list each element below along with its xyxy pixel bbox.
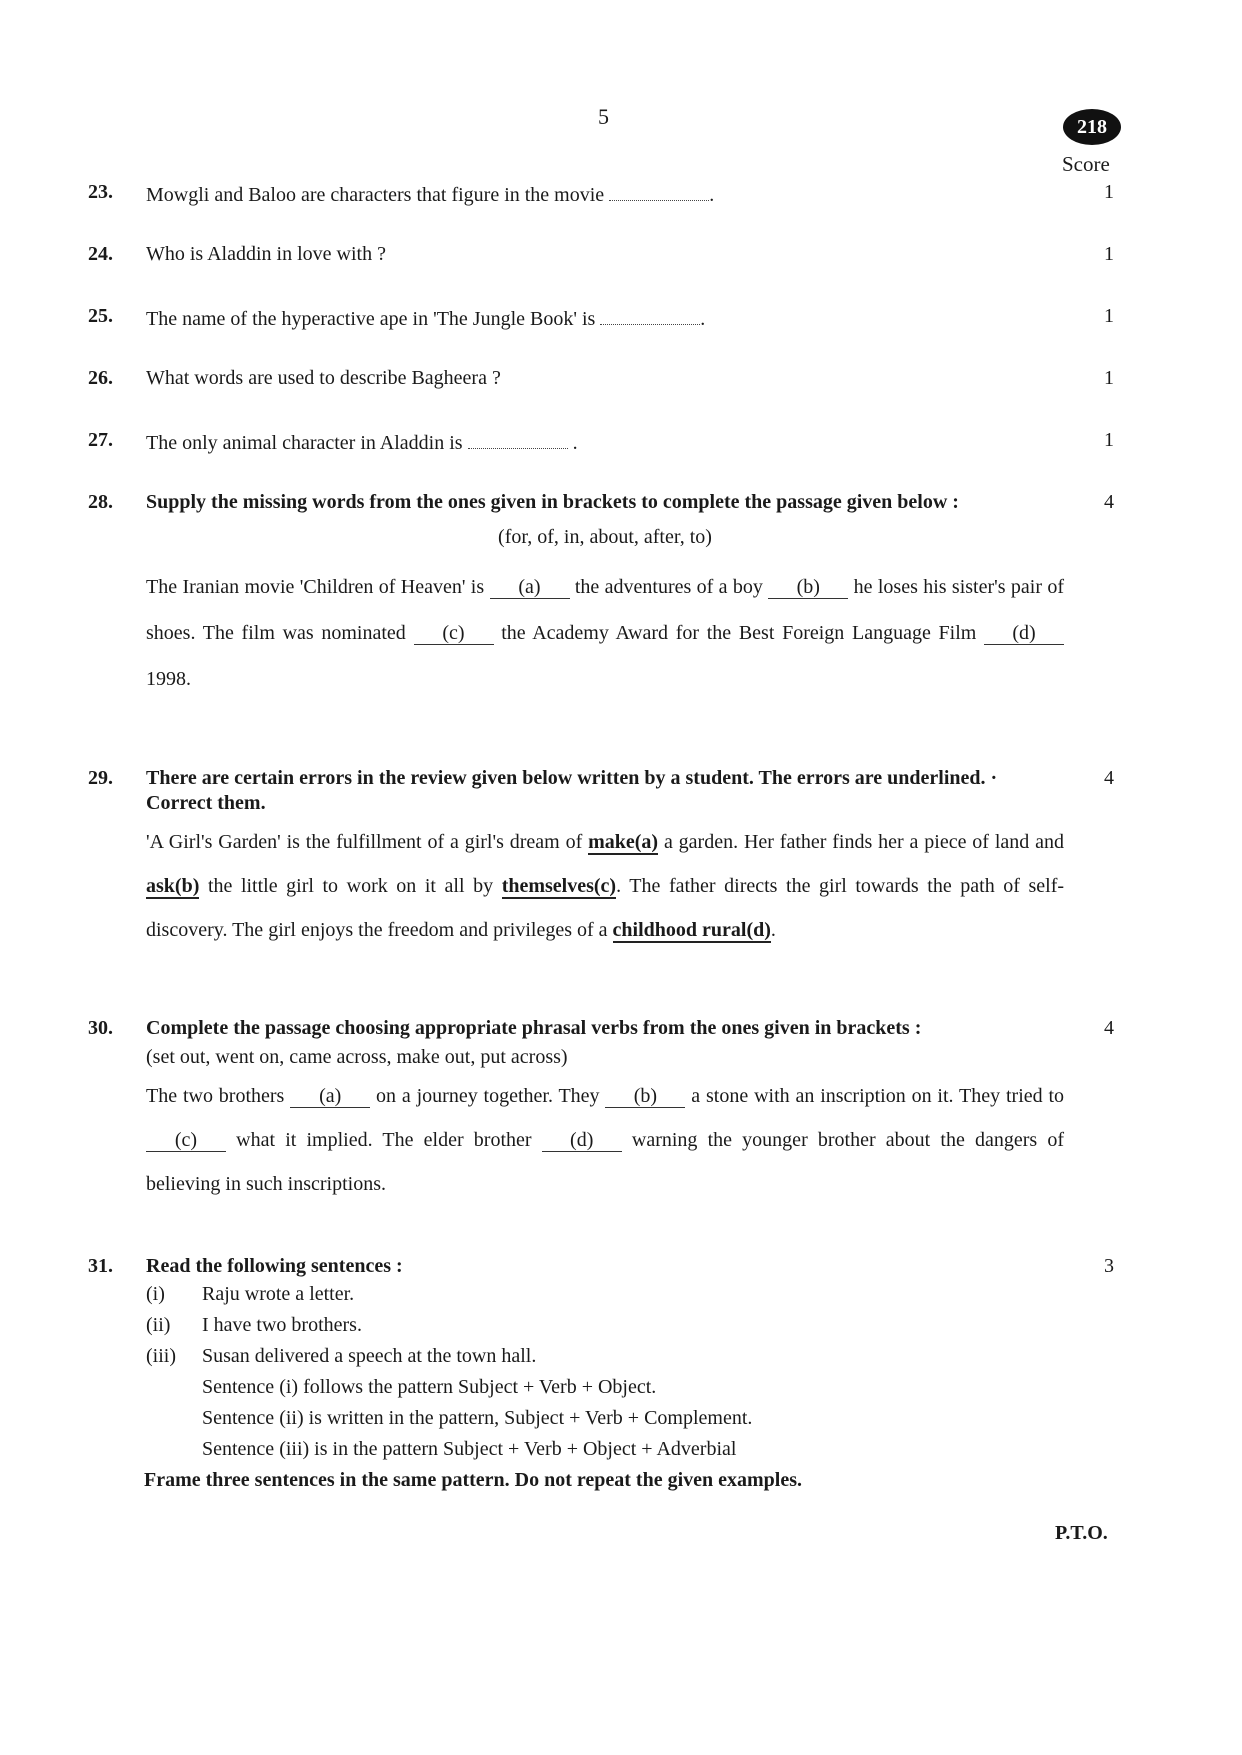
cloze-passage: The two brothers (a) on a journey together. They (b) a stone with an inscription on it. They tried to (c) what it implied. The elder brother (d) warning the younger brother about the dangers of believing in such inscriptions. (146, 1085, 1065, 1195)
punctuation: . (709, 184, 715, 206)
question-number: 25. (88, 305, 113, 327)
blank-c[interactable]: (c) (414, 622, 494, 645)
answer-blank[interactable] (609, 180, 709, 201)
sentence-item: (iii) Susan delivered a speech at the town hall. (146, 1345, 537, 1367)
pattern-note: Sentence (i) follows the pattern Subject + Verb + Object. (202, 1376, 657, 1398)
question-text: The name of the hyperactive ape in 'The Jungle Book' is (146, 308, 596, 330)
question-text: What words are used to describe Bagheera ? (146, 367, 501, 389)
task-instruction: Frame three sentences in the same pattern. Do not repeat the given examples. (144, 1469, 803, 1491)
question-instruction: Complete the passage choosing appropriate phrasal verbs from the ones given in brackets : (146, 1017, 922, 1039)
question-number: 23. (88, 181, 113, 203)
punctuation: . (700, 308, 706, 330)
score-value: 4 (1104, 1017, 1114, 1039)
blank-d[interactable]: (d) (542, 1129, 622, 1152)
blank-d[interactable]: (d) (984, 622, 1064, 645)
answer-blank[interactable] (600, 304, 700, 325)
page-number: 5 (598, 104, 609, 129)
answer-blank[interactable] (468, 428, 568, 449)
question-number: 28. (88, 491, 113, 513)
score-header: Score (1062, 152, 1110, 176)
question-number: 26. (88, 367, 113, 389)
question-text: The only animal character in Aladdin is (146, 432, 463, 454)
score-value: 4 (1104, 491, 1114, 513)
pattern-note: Sentence (iii) is in the pattern Subject + Verb + Object + Adverbial (202, 1438, 737, 1460)
question-number: 30. (88, 1017, 113, 1039)
score-value: 1 (1104, 305, 1114, 327)
error-a: make(a) (588, 831, 659, 853)
blank-b[interactable]: (b) (605, 1085, 685, 1108)
error-d: childhood rural(d) (612, 919, 771, 941)
review-passage: 'A Girl's Garden' is the fulfillment of a girl's dream of make(a) a garden. Her father finds her a piece of land and ask(b) the little girl to work on it all by themselves(c). The father directs the girl towards the path of self-discovery. The girl enjoys the freedom and privileges of a childhood rural(d). (146, 831, 1065, 941)
question-number: 27. (88, 429, 113, 451)
blank-b[interactable]: (b) (768, 576, 848, 599)
score-value: 4 (1104, 767, 1114, 789)
question-text: Mowgli and Baloo are characters that figure in the movie (146, 184, 605, 206)
question-instruction: There are certain errors in the review given below written by a student. The errors are underlined. · Correct them. (146, 767, 998, 814)
question-text: Who is Aladdin in love with ? (146, 243, 386, 265)
score-value: 1 (1104, 181, 1114, 203)
score-value: 1 (1104, 243, 1114, 265)
score-value: 1 (1104, 367, 1114, 389)
blank-a[interactable]: (a) (290, 1085, 370, 1108)
blank-c[interactable]: (c) (146, 1129, 226, 1152)
question-number: 24. (88, 243, 113, 265)
error-b: ask(b) (146, 875, 200, 897)
page-turn-over: P.T.O. (1055, 1522, 1108, 1544)
pattern-note: Sentence (ii) is written in the pattern, Subject + Verb + Complement. (202, 1407, 753, 1429)
error-c: themselves(c) (501, 875, 617, 897)
question-number: 31. (88, 1255, 113, 1277)
sentence-item: (ii) I have two brothers. (146, 1314, 362, 1336)
score-value: 3 (1104, 1255, 1114, 1277)
punctuation: . (572, 432, 578, 454)
question-instruction: Read the following sentences : (146, 1255, 403, 1277)
sentence-item: (i) Raju wrote a letter. (146, 1283, 355, 1305)
question-instruction: Supply the missing words from the ones given in brackets to complete the passage given below : (146, 491, 959, 513)
score-value: 1 (1104, 429, 1114, 451)
blank-a[interactable]: (a) (490, 576, 570, 599)
phrasal-verb-options: (set out, went on, came across, make out, put across) (146, 1046, 568, 1068)
cloze-passage: The Iranian movie 'Children of Heaven' is (a) the adventures of a boy (b) he loses his sister's pair of shoes. The film was nominated (c) the Academy Award for the Best Foreign Language Film (d) 1998. (146, 576, 1064, 690)
word-options: (for, of, in, about, after, to) (498, 526, 712, 548)
code-badge: 218 (1063, 109, 1121, 145)
question-number: 29. (88, 767, 113, 789)
